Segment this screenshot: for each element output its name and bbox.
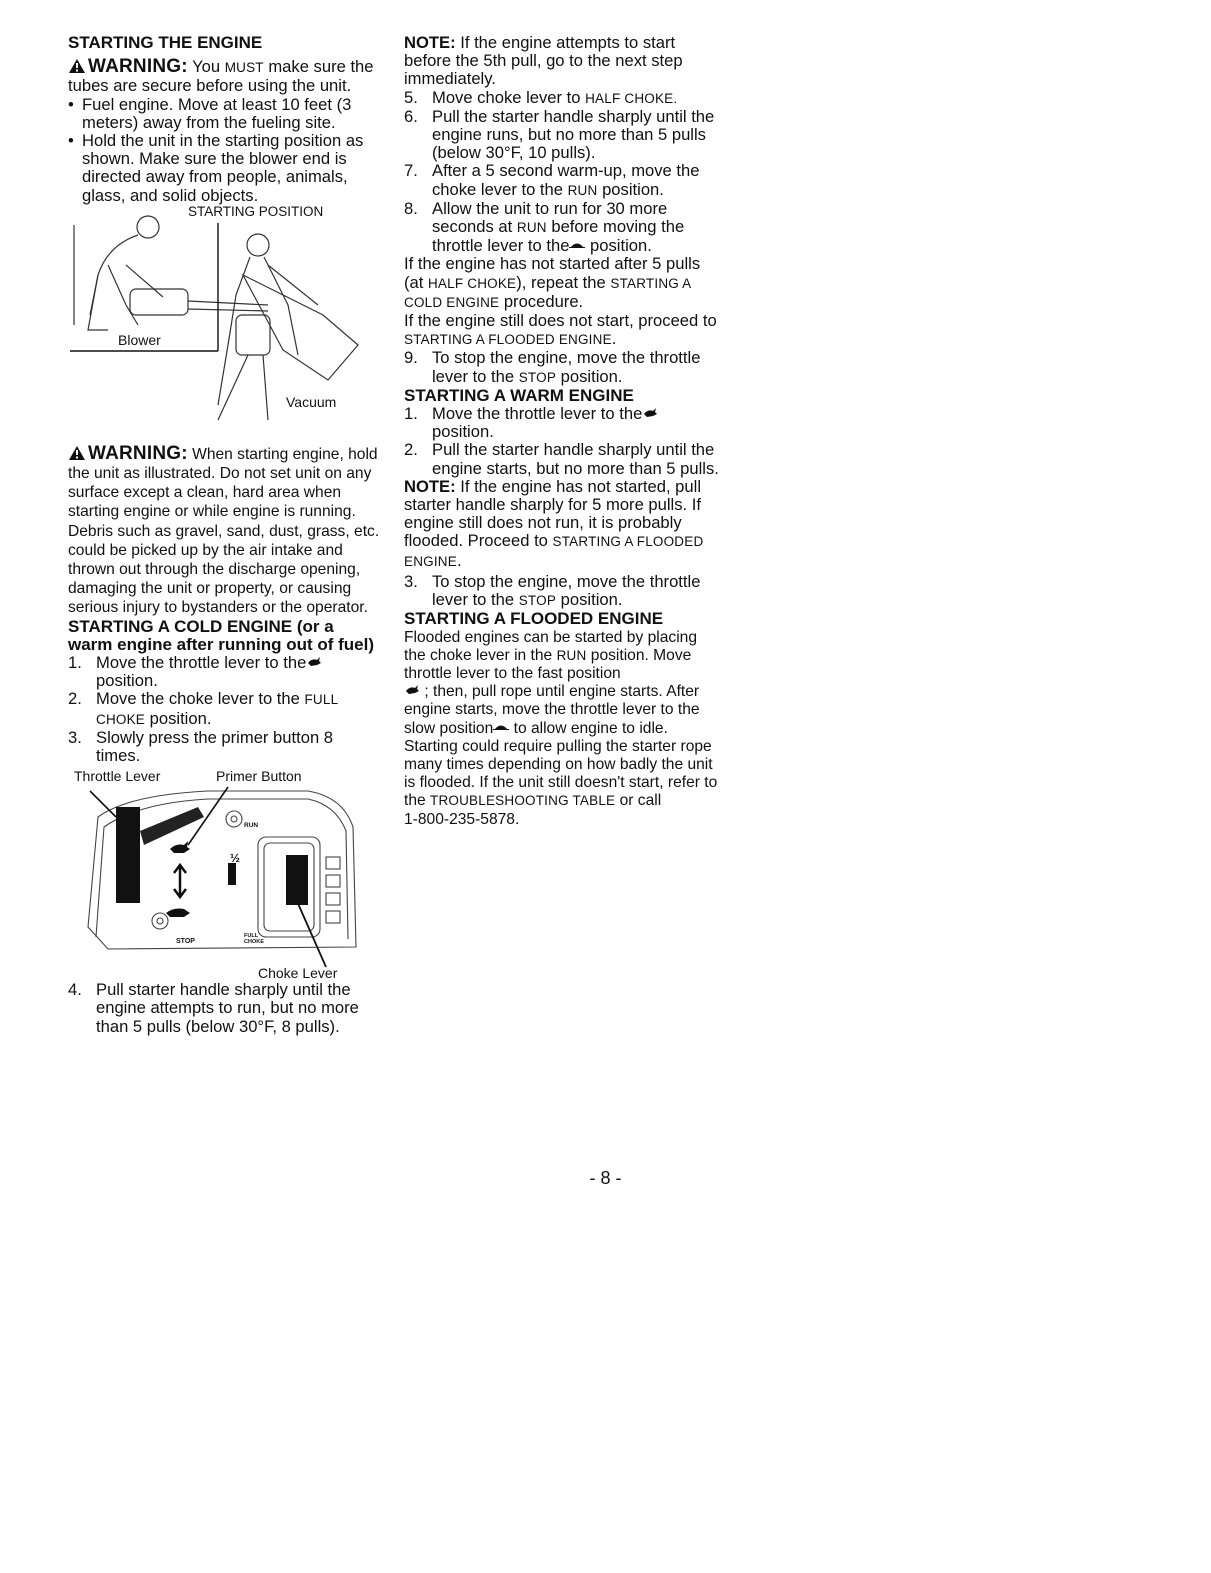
cold-step-1: 1. Move the throttle lever to the position. [68,654,380,690]
note-flooded: NOTE: If the engine has not started, pull starter handle sharply for 5 more pulls. If engine still does not run, it is probably flooded. Proceed to STARTING A FLOODED ENGINE. [404,476,704,570]
label-stop: STOP [176,938,195,946]
note-5th-pull: NOTE: If the engine attempts to start before the 5th pull, go to the next step immediately. [404,33,683,89]
heading-warm-engine: STARTING A WARM ENGINE [404,385,634,405]
warm-step-2: 2. Pull the starter handle sharply until the engine starts, but no more than 5 pulls. [404,440,719,478]
bullet-hold: • Hold the unit in the starting position as shown. Make sure the blower end is directed away from people, animals, glass, and solid objects. [68,131,364,205]
label-full-choke: FULL CHOKE [244,933,264,946]
step-6: 6. Pull the starter handle sharply until the engine runs, but no more than 5 pulls (below 30°F, 10 pulls). [404,106,715,163]
heading-flooded-engine: STARTING A FLOODED ENGINE [404,609,664,629]
phone-number: 1-800-235-5878. [404,810,520,828]
label-primer-button: Primer Button [216,768,302,785]
figure-controls [68,767,380,981]
cold-step-4: 4. Pull starter handle sharply until the engine attempts to run, but no more than 5 pulls (below 30°F, 8 pulls). [68,980,359,1036]
figure-caption: STARTING POSITION [188,203,324,219]
step-7: 7. After a 5 second warm-up, move the choke lever to the RUN position. [404,161,700,199]
heading-cold-engine: STARTING A COLD ENGINE (or a warm engine after running out of fuel) [68,616,374,654]
step-8: 8. Allow the unit to run for 30 more seconds at RUN before moving the throttle lever to the position. [404,198,685,256]
label-half: ½ [230,851,241,866]
warm-step-3: 3. To stop the engine, move the throttle lever to the STOP position. [404,571,701,610]
page-number: - 8 - [589,1168,622,1188]
fast-rabbit-icon [306,656,322,668]
para-still-not-start: If the engine still does not start, proceed to STARTING A FLOODED ENGINE. [404,311,717,349]
step-5: 5. Move choke lever to HALF CHOKE. [404,87,678,107]
right-column [404,34,722,829]
controls-illustration [68,767,368,981]
figure-starting-position [68,205,380,433]
fast-rabbit-icon [404,684,420,696]
warning-icon [68,58,86,74]
warning-tubes: WARNING: You MUST make sure the tubes are secure before using the unit. [68,56,374,96]
cold-step-3: 3. Slowly press the primer button 8 times. [68,727,334,766]
slow-turtle-icon [569,239,585,251]
slow-turtle-icon [493,721,509,733]
para-troubleshooting: Starting could require pulling the starter rope many times depending on how badly the unit is flooded. If the unit still doesn't start, refer to the TROUBLESHOOTING TABLE or call 1-800-235-5878. [404,737,718,828]
left-column [68,34,380,1036]
warm-step-1: 1. Move the throttle lever to the position. [404,405,722,441]
heading-starting-engine: STARTING THE ENGINE [68,33,263,52]
label-vacuum: Vacuum [286,393,337,410]
bullet-fuel: • Fuel engine. Move at least 10 feet (3 meters) away from the fueling site. [68,94,352,132]
para-not-started: If the engine has not started after 5 pulls (at HALF CHOKE), repeat the STARTING A COLD ENGINE procedure. [404,254,701,311]
para-flooded: Flooded engines can be started by placing the choke lever in the RUN position. Move throttle lever to the fast position ; then, pull rope until engine starts. After engine starts, move the throttle lever to the slow position to allow engine to idle. [404,628,700,737]
step-9: 9. To stop the engine, move the throttle lever to the STOP position. [404,348,701,386]
label-throttle-lever: Throttle Lever [74,768,161,785]
warning-icon [68,445,86,461]
fast-rabbit-icon [642,407,658,419]
label-run: RUN [244,822,259,830]
warning-starting: WARNING: When starting engine, hold the unit as illustrated. Do not set unit on any surface except a clean, hard area when starting engine or while engine is running. Debris such as gravel, sand, dust, grass, etc. could be picked up by the air intake and thrown out through the discharge opening, damaging the unit or property, or causing serious injury to bystanders or the operator. [68,442,380,617]
label-choke-lever: Choke Lever [258,965,338,982]
label-blower: Blower [118,331,161,348]
cold-step-2: 2. Move the choke lever to the FULL CHOKE position. [68,689,338,728]
